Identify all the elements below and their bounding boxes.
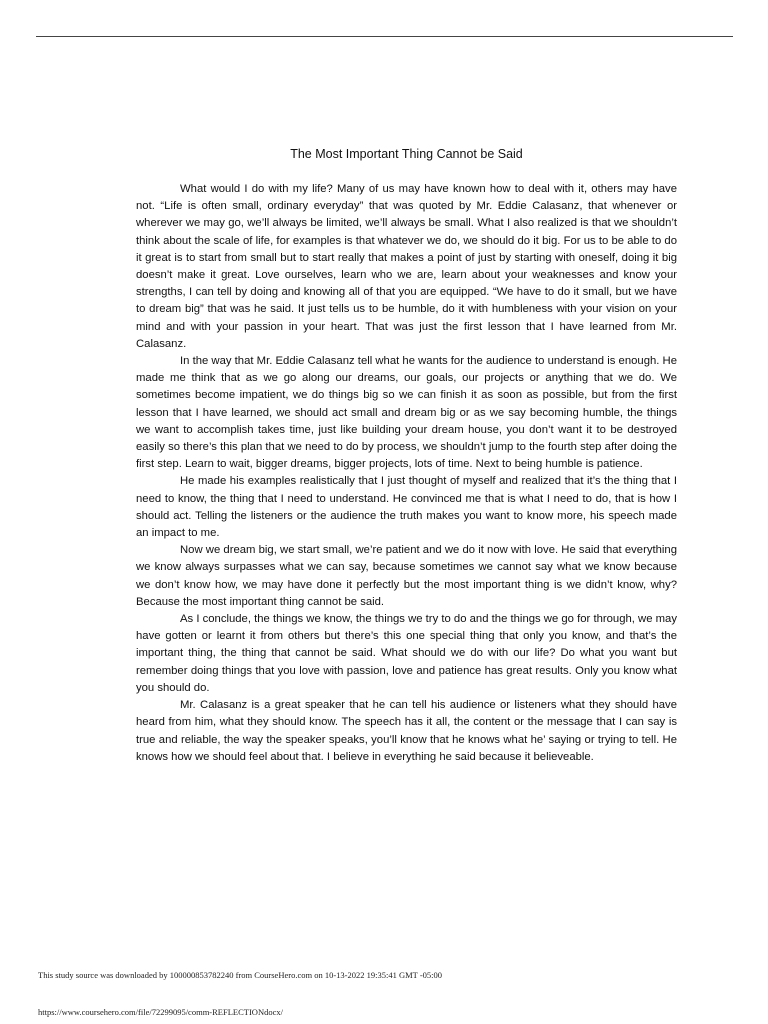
document-title: The Most Important Thing Cannot be Said — [290, 147, 523, 161]
header-rule — [36, 36, 733, 37]
paragraph-4: Now we dream big, we start small, we’re patient and we do it now with love. He said that everything we know always surpasses what we can say, because sometimes we cannot say what we know because we don’t know how, we may have done it perfectly but the most important thing is we didn’t know, why? Because the most important thing cannot be said. — [136, 544, 677, 608]
paragraph-3: He made his examples realistically that I just thought of myself and realized that it’s the thing that I need to know, the thing that I need to understand. He convinced me that is what I need to do, that is how I should act. Telling the listeners or the audience the truth makes you want to know more, his speech made an impact to me. — [136, 475, 677, 540]
paragraph-2: In the way that Mr. Eddie Calasanz tell what he wants for the audience to understand is enough. He made me think that as we go along our dreams, our goals, our projects or anything that we do. We sometimes become impatient, we do things big so we can finish it as soon as possible, but from the first lesson that I have learned, we should act small and dream big or as we say becoming humble, the things we want to accomplish takes time, just like building your dream house, you don’t want it to be destroyed easily so there’s this plan that we need to do by process, we shouldn’t jump to the fourth step after doing the first step. Learn to wait, bigger dreams, bigger projects, lots of time. Next to being humble is patience. — [136, 355, 677, 471]
paragraph-6: Mr. Calasanz is a great speaker that he can tell his audience or listeners what they should have heard from him, what they should know. The speech has it all, the content or the message that I can say is true and reliable, the way the speaker speaks, you’ll know that he knows what he’ saying or trying to tell. He knows how we should feel about that. I believe in everything he said because it believeable. — [136, 699, 677, 763]
paragraph-5: As I conclude, the things we know, the things we try to do and the things we go for through, we may have gotten or learnt it from others but there’s this one special thing that only you know, and that’s the important thing, the thing that cannot be said. What should we do with our life? Do what you want but remember doing things that you love with passion, love and patience has great results. Only you know what you should do. — [136, 613, 677, 694]
source-url-link[interactable]: https://www.coursehero.com/file/72299095/comm-REFLECTIONdocx/ — [38, 1007, 283, 1017]
paragraph-1: What would I do with my life? Many of us may have known how to deal with it, others may have not. “Life is often small, ordinary everyday” that was quoted by Mr. Eddie Calasanz, that whenever or wherever we may go, we’ll always be limited, we’ll always be small. What I also realized is that we shouldn’t think about the scale of life, for examples is that whatever we do, we should do it big. For us to be able to do it great is to start from small but to start really that makes a point of just by starting with oneself, doing it big doesn’t make it great. Love ourselves, learn who we are, learn about your weaknesses and know your strengths, I can tell by doing and knowing all of that you are equipped. “We have to do it small, but we have to dream big” that was he said. It just tells us to be humble, do it with humbleness with your vision on your mind and with your passion in your heart. That was just the first lesson that I have learned from Mr. Calasanz. — [136, 183, 677, 350]
document-body — [136, 181, 677, 766]
download-source-note: This study source was downloaded by 100000853782240 from CourseHero.com on 10-13-2022 19:35:41 GMT -05:00 — [38, 970, 443, 980]
